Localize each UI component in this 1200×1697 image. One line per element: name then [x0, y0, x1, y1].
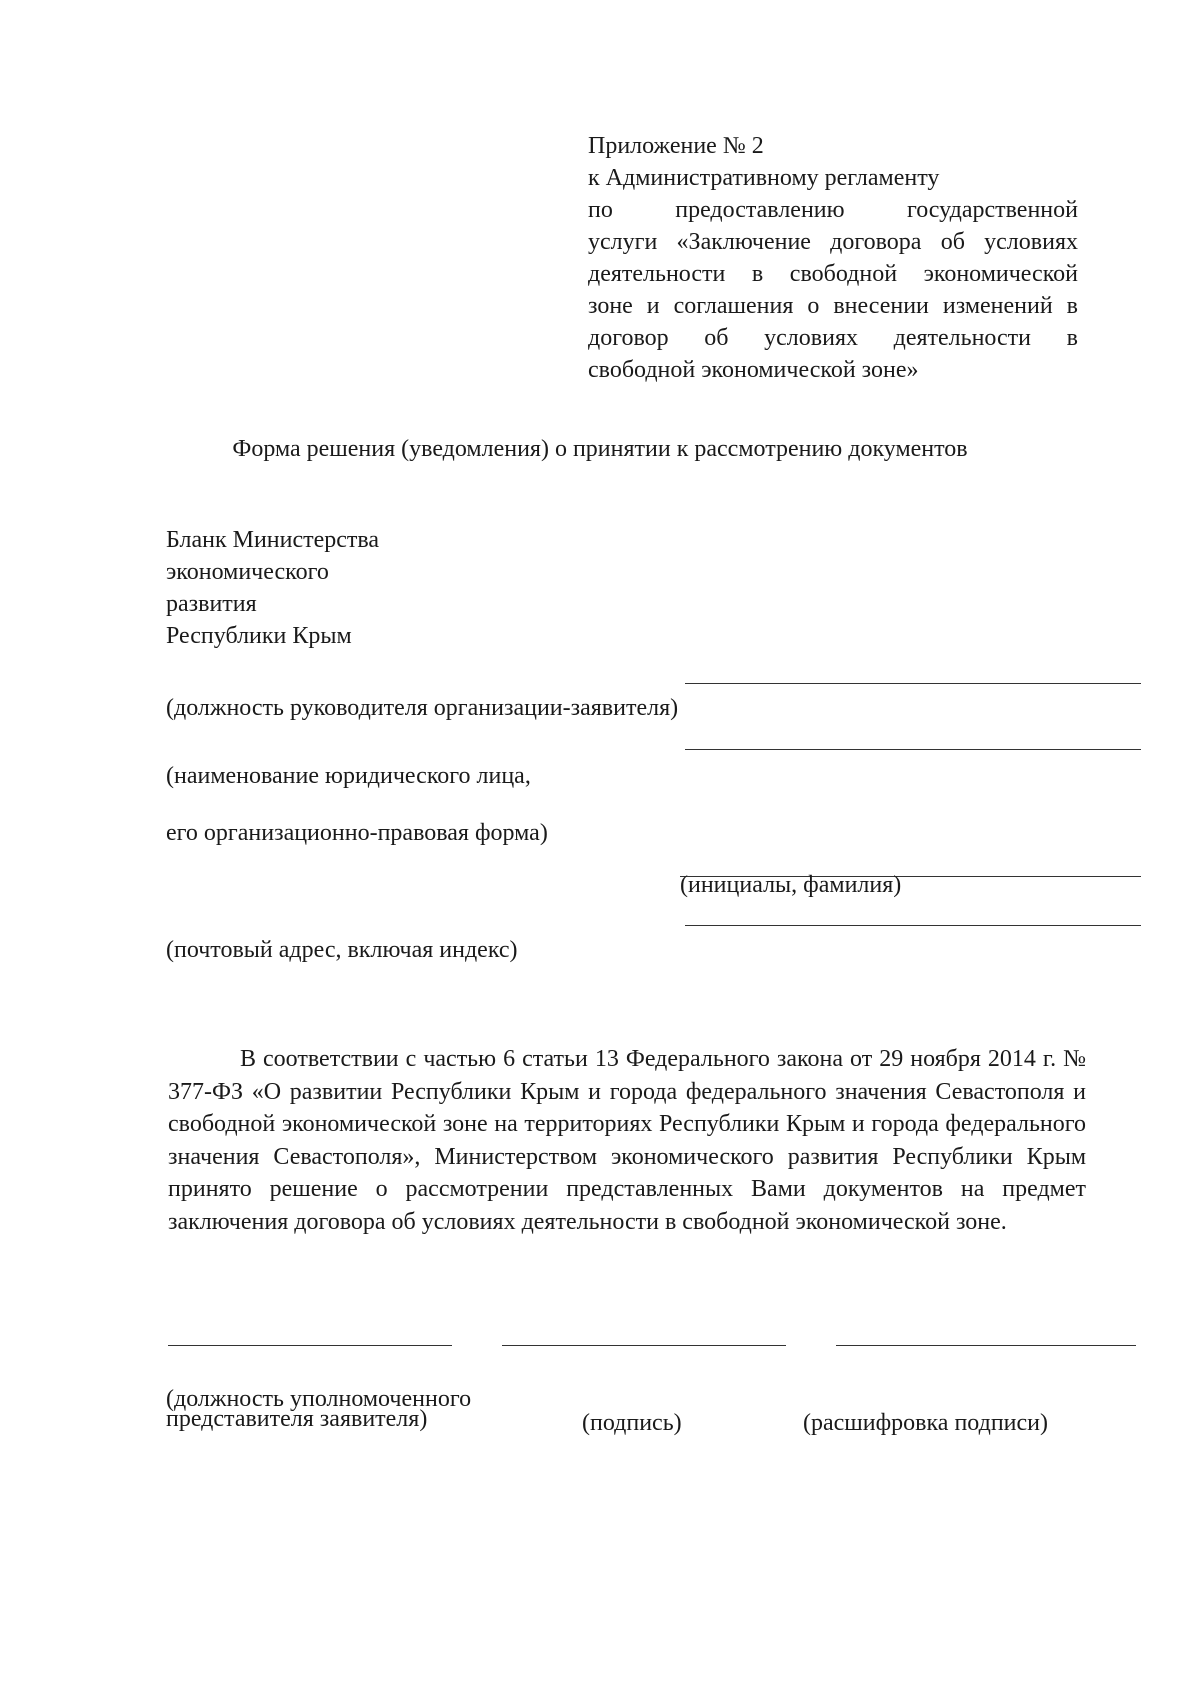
decision-paragraph: В соответствии с частью 6 статьи 13 Федерального закона от 29 ноября 2014 г. № 377-ФЗ «О развитии Республики Крым и города федерального значения Севастополя и свободной экономической зоне на территориях Республики Крым и города федерального значения Севастополя», Министерством экономического развития Республики Крым принято решение о рассмотрении представленных Вами документов на предмет заключения договора об условиях деятельности в свободной экономической зоне.: [168, 1046, 1086, 1235]
signature-line: [502, 1345, 786, 1346]
appendix-line: Приложение № 2: [588, 133, 764, 159]
letterhead-line: Бланк Министерства: [166, 527, 380, 553]
position-signature-line: [168, 1345, 452, 1346]
entity-label-line1: (наименование юридического лица,: [166, 763, 531, 789]
appendix-line: договор об условиях деятельности в: [588, 325, 1078, 351]
authorized-position-label-line1: (должность уполномоченного: [166, 1386, 472, 1412]
decryption-label: (расшифровка подписи): [803, 1410, 1048, 1436]
form-title: Форма решения (уведомления) о принятии к рассмотрению документов: [232, 436, 968, 462]
entity-fill-line: [685, 749, 1141, 750]
address-label: (почтовый адрес, включая индекс): [166, 937, 518, 963]
appendix-line: по предоставлению государственной: [588, 197, 1078, 223]
decryption-signature-line: [836, 1345, 1136, 1346]
letterhead-line: развития: [166, 591, 257, 617]
appendix-line: деятельности в свободной экономической: [588, 261, 1078, 287]
appendix-header: [588, 130, 1078, 386]
authorized-position-label-line2: представителя заявителя): [166, 1406, 428, 1432]
appendix-line: к Административному регламенту: [588, 165, 940, 191]
appendix-line: услуги «Заключение договора об условиях: [588, 229, 1078, 255]
entity-label-line2: его организационно-правовая форма): [166, 820, 548, 846]
appendix-line: свободной экономической зоне»: [588, 357, 919, 383]
position-fill-line: [685, 683, 1141, 684]
signature-label: (подпись): [582, 1410, 682, 1436]
address-fill-line: [685, 925, 1141, 926]
letterhead-block: [166, 524, 379, 652]
letterhead-line: экономического: [166, 559, 329, 585]
appendix-line: зоне и соглашения о внесении изменений в: [588, 293, 1078, 319]
initials-label: (инициалы, фамилия): [680, 872, 902, 898]
position-label: (должность руководителя организации-заявителя): [166, 695, 679, 721]
letterhead-line: Республики Крым: [166, 623, 352, 649]
